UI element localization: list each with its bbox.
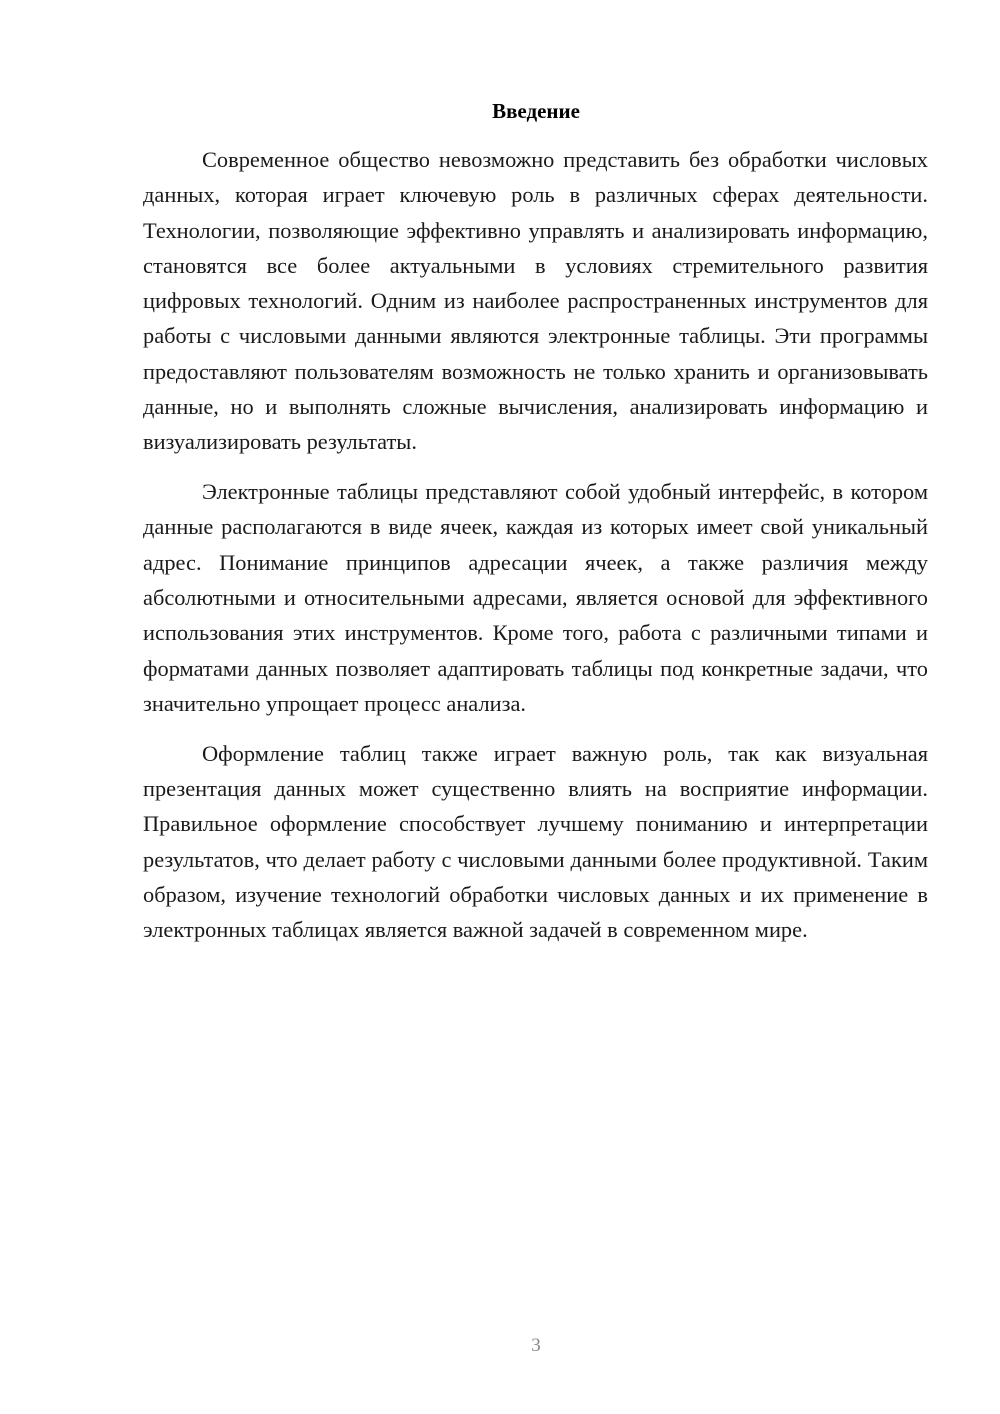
body-text xyxy=(143,142,928,962)
paragraph-3: Оформление таблиц также играет важную роль, так как визуальная презентация данных может существенно влиять на восприятие информации. Правильное оформление способствует лучшему пониманию и интерпретации результатов, что делает работу с числовыми данными более продуктивной. Таким образом, изучение технологий обработки числовых данных и их применение в электронных таблицах является важной задачей в современном мире. xyxy=(143,740,928,943)
page-number: 3 xyxy=(531,1335,541,1356)
paragraph-1: Современное общество невозможно представить без обработки числовых данных, которая играет ключевую роль в различных сферах деятельности. Технологии, позволяющие эффективно управлять и анализировать информацию, становятся все более актуальными в условиях стремительного развития цифровых технологий. Одним из наиболее распространенных инструментов для работы с числовыми данными являются электронные таблицы. Эти программы предоставляют пользователям возможность не только хранить и организовывать данные, но и выполнять сложные вычисления, анализировать информацию и визуализировать результаты. xyxy=(143,147,928,455)
section-heading: Введение xyxy=(492,99,580,123)
paragraph-2: Электронные таблицы представляют собой удобный интерфейс, в котором данные располагаются в виде ячеек, каждая из которых имеет свой уникальный адрес. Понимание принципов адресации ячеек, а также различия между абсолютными и относительными адресами, является основой для эффективного использования этих инструментов. Кроме того, работа с различными типами и форматами данных позволяет адаптировать таблицы под конкретные задачи, что значительно упрощает процесс анализа. xyxy=(143,479,928,716)
